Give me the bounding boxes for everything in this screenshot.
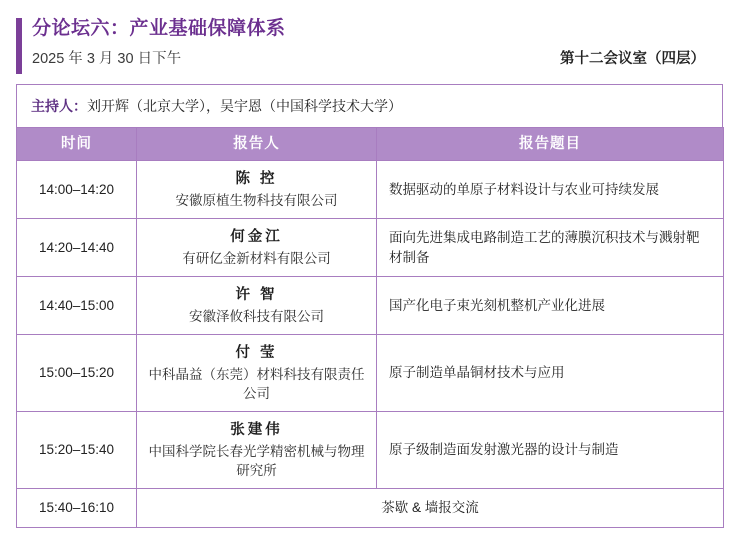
speaker-name: 张建伟 <box>230 422 283 438</box>
column-header-topic: 报告题目 <box>377 128 724 161</box>
page-header <box>16 16 723 70</box>
cell-topic: 面向先进集成电路制造工艺的薄膜沉积技术与溅射靶材制备 <box>377 219 724 277</box>
table-header-row <box>17 128 724 161</box>
cell-topic: 原子级制造面发射激光器的设计与制造 <box>377 412 724 489</box>
table-row <box>17 219 724 277</box>
page-title: 分论坛六：产业基础保障体系 <box>32 18 286 39</box>
cell-time: 14:40–15:00 <box>17 277 137 335</box>
cell-topic: 国产化电子束光刻机整机产业化进展 <box>377 277 724 335</box>
cell-time: 14:00–14:20 <box>17 161 137 219</box>
cell-speaker <box>137 277 377 335</box>
cell-speaker <box>137 161 377 219</box>
cell-time: 15:00–15:20 <box>17 335 137 412</box>
cell-speaker <box>137 412 377 489</box>
agenda-table <box>16 127 724 528</box>
host-names: 刘开辉（北京大学），吴宇恩（中国科学技术大学） <box>87 98 402 114</box>
cell-time: 15:20–15:40 <box>17 412 137 489</box>
host-label: 主持人： <box>31 98 87 114</box>
cell-time: 14:20–14:40 <box>17 219 137 277</box>
cell-break-label: 茶歇 & 墙报交流 <box>137 489 724 528</box>
speaker-name: 何金江 <box>230 229 283 245</box>
speaker-affiliation: 安徽原植生物科技有限公司 <box>175 193 338 208</box>
speaker-name: 陈 控 <box>235 171 278 187</box>
header-subline <box>32 48 723 70</box>
table-row <box>17 412 724 489</box>
column-header-time: 时间 <box>17 128 137 161</box>
speaker-affiliation: 安徽泽攸科技有限公司 <box>189 309 324 324</box>
speaker-affiliation: 有研亿金新材料有限公司 <box>182 251 331 266</box>
cell-topic: 原子制造单晶铜材技术与应用 <box>377 335 724 412</box>
table-row <box>17 161 724 219</box>
table-row <box>17 277 724 335</box>
session-date: 2025 年 3 月 30 日下午 <box>32 51 182 67</box>
speaker-name: 付 莹 <box>235 345 278 361</box>
cell-topic: 数据驱动的单原子材料设计与农业可持续发展 <box>377 161 724 219</box>
column-header-speaker: 报告人 <box>137 128 377 161</box>
cell-speaker <box>137 219 377 277</box>
speaker-name: 许 智 <box>235 287 278 303</box>
speaker-affiliation: 中科晶益（东莞）材料科技有限责任公司 <box>148 367 365 401</box>
table-row <box>17 335 724 412</box>
speaker-affiliation: 中国科学院长春光学精密机械与物理研究所 <box>148 444 365 478</box>
cell-time: 15:40–16:10 <box>17 489 137 528</box>
accent-bar <box>16 18 22 74</box>
session-room: 第十二会议室（四层） <box>560 51 705 67</box>
host-row <box>16 84 723 127</box>
table-row-break <box>17 489 724 528</box>
cell-speaker <box>137 335 377 412</box>
